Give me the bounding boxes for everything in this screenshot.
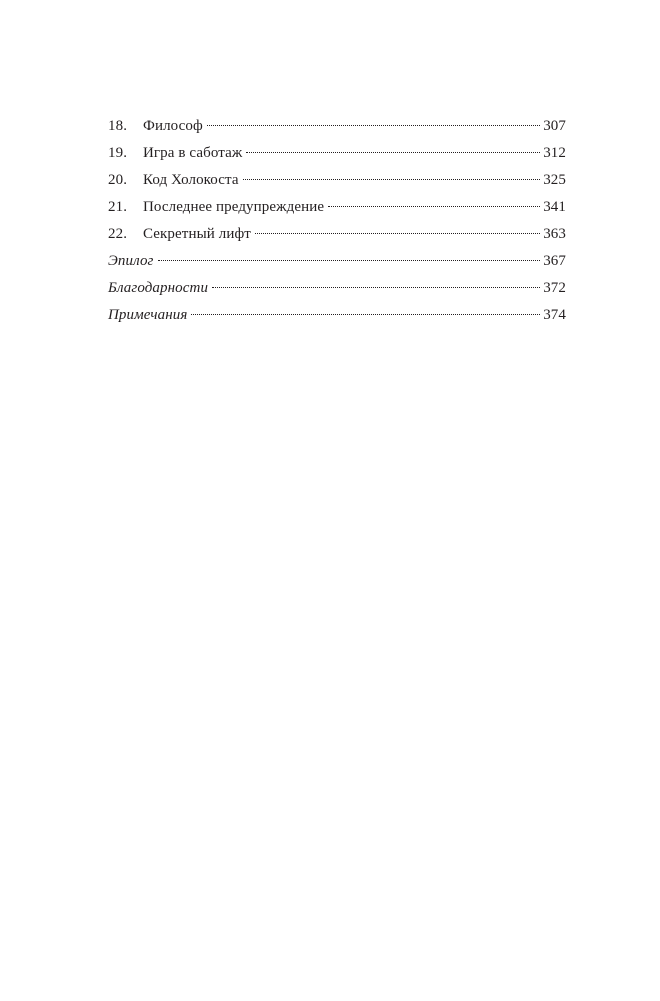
toc-entry-18 [108,116,566,143]
toc-entry-21 [108,197,566,224]
dot-leader [243,179,541,180]
page-number: 312 [543,145,566,161]
toc-entry-20 [108,170,566,197]
toc-entry-notes [108,305,566,332]
toc-entry-19 [108,143,566,170]
chapter-number: 19. [108,145,128,161]
section-title: Благодарности [108,280,209,296]
dot-leader [246,152,540,153]
dot-leader [191,314,540,315]
dot-leader [158,260,541,261]
page-number: 374 [543,307,566,323]
page-number: 372 [543,280,566,296]
section-title: Примечания [108,307,188,323]
dot-leader [255,233,540,234]
section-title: Эпилог [108,253,154,269]
dot-leader [207,125,540,126]
chapter-number: 22. [108,226,128,242]
page-number: 341 [543,199,566,215]
chapter-title: Секретный лифт [143,226,251,242]
page-number: 325 [543,172,566,188]
chapter-number: 18. [108,118,128,134]
page-number: 307 [543,118,566,134]
dot-leader [328,206,540,207]
chapter-title: Код Холокоста [143,172,239,188]
chapter-number: 20. [108,172,128,188]
page-number: 363 [543,226,566,242]
chapter-title: Игра в саботаж [143,145,243,161]
page-number: 367 [543,253,566,269]
table-of-contents [108,116,566,332]
chapter-title: Философ [143,118,203,134]
dot-leader [212,287,540,288]
toc-entry-22 [108,224,566,251]
chapter-title: Последнее предупреждение [143,199,325,215]
toc-entry-acknowledgements [108,278,566,305]
chapter-number: 21. [108,199,128,215]
toc-entry-epilogue [108,251,566,278]
